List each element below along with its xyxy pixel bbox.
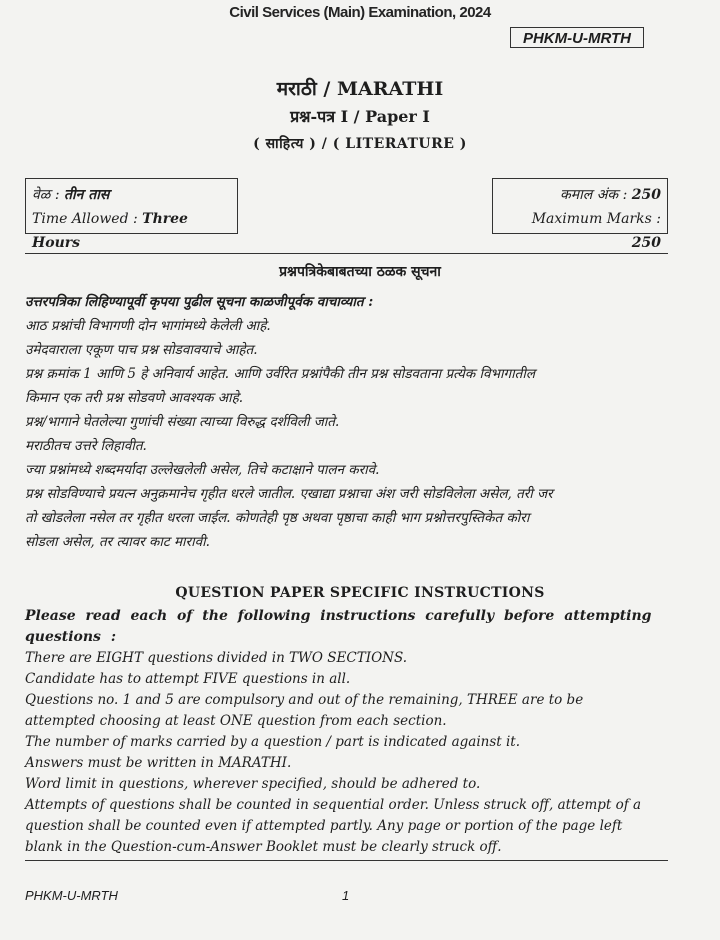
marks-marathi-value: 250 bbox=[631, 187, 661, 203]
marathi-instruction-line: आठ प्रश्नांची विभागणी दोन भागांमध्ये केलेली आहे. bbox=[25, 318, 271, 334]
marathi-instruction-line: सोडला असेल, तर त्यावर काट मारावी. bbox=[25, 534, 210, 550]
english-instruction-line: question shall be counted even if attempted partly. Any page or portion of the page left bbox=[25, 818, 623, 834]
marathi-instruction-line: प्रश्न क्रमांक 1 आणि 5 हे अनिवार्य आहेत. आणि उर्वरित प्रश्नांपैकी तीन प्रश्न सोडवताना प्रत्येक विभागातील bbox=[25, 366, 535, 382]
english-lead-line: questions : bbox=[25, 629, 116, 645]
marks-english-value: 250 bbox=[631, 235, 661, 251]
title-block bbox=[0, 74, 720, 158]
paper-code-box: PHKM-U-MRTH bbox=[510, 27, 644, 48]
marathi-instruction-line: उमेदवाराला एकूण पाच प्रश्न सोडवावयाचे आहेत. bbox=[25, 342, 258, 358]
divider-bottom bbox=[25, 860, 668, 861]
english-instructions bbox=[25, 606, 670, 858]
english-instruction-line: Word limit in questions, wherever specified, should be adhered to. bbox=[25, 776, 481, 792]
time-english-label: Time Allowed : bbox=[32, 211, 143, 227]
subject-title: मराठी / MARATHI bbox=[276, 78, 444, 100]
time-english-value: Three Hours bbox=[32, 211, 188, 251]
paper-title: प्रश्न-पत्र I / Paper I bbox=[290, 107, 430, 126]
marathi-instruction-line: तो खोडलेला नसेल तर गृहीत धरला जाईल. कोणतेही पृष्ठ अथवा पृष्ठाचा काही भाग प्रश्नोत्तरपुस्तिकेत कोरा bbox=[25, 510, 530, 526]
marks-marathi-label: कमाल अंक : bbox=[560, 187, 632, 203]
marathi-instruction-line: ज्या प्रश्नांमध्ये शब्दमर्यादा उल्लेखलेली असेल, तिचे कटाक्षाने पालन करावे. bbox=[25, 462, 380, 478]
english-instruction-line: Candidate has to attempt FIVE questions in all. bbox=[25, 671, 351, 687]
english-instruction-line: attempted choosing at least ONE question from each section. bbox=[25, 713, 447, 729]
exam-title: Civil Services (Main) Examination, 2024 bbox=[229, 4, 491, 21]
time-marathi-value: तीन तास bbox=[64, 187, 110, 203]
marathi-instructions bbox=[25, 290, 670, 554]
marathi-instruction-line: उत्तरपत्रिका लिहिण्यापूर्वी कृपया पुढील सूचना काळजीपूर्वक वाचाव्यात : bbox=[25, 294, 374, 310]
english-instruction-line: Answers must be written in MARATHI. bbox=[25, 755, 292, 771]
english-instruction-line: There are EIGHT questions divided in TWO SECTIONS. bbox=[25, 650, 408, 666]
time-marathi bbox=[32, 183, 231, 207]
time-allowed-box bbox=[25, 178, 238, 251]
footer-paper-code: PHKM-U-MRTH bbox=[25, 888, 118, 903]
marathi-instruction-line: प्रश्न सोडविण्याचे प्रयत्न अनुक्रमानेच गृहीत धरले जातील. एखाद्या प्रश्नाचा अंश जरी सोडविलेला असेल, तरी जर bbox=[25, 486, 553, 502]
english-instructions-heading: QUESTION PAPER SPECIFIC INSTRUCTIONS bbox=[175, 585, 545, 601]
english-lead-line: Please read each of the following instructions carefully before attempting bbox=[25, 608, 652, 624]
marathi-instructions-heading: प्रश्नपत्रिकेबाबतच्या ठळक सूचना bbox=[279, 264, 441, 280]
english-instruction-line: Attempts of questions shall be counted in sequential order. Unless struck off, attempt of a bbox=[25, 797, 642, 813]
marathi-instruction-line: प्रश्न/भागाने घेतलेल्या गुणांची संख्या त्याच्या विरुद्ध दर्शविली जाते. bbox=[25, 414, 340, 430]
marks-english bbox=[499, 207, 661, 255]
english-instruction-line: blank in the Question-cum-Answer Booklet must be clearly struck off. bbox=[25, 839, 502, 855]
page-number: 1 bbox=[342, 888, 350, 903]
marks-english-label: Maximum Marks : bbox=[531, 211, 661, 227]
time-english bbox=[32, 207, 231, 255]
marathi-instruction-line: मराठीतच उत्तरे लिहावीत. bbox=[25, 438, 147, 454]
marathi-instruction-line: किमान एक तरी प्रश्न सोडवणे आवश्यक आहे. bbox=[25, 390, 244, 406]
divider-top bbox=[25, 253, 668, 254]
english-instruction-line: The number of marks carried by a question / part is indicated against it. bbox=[25, 734, 521, 750]
time-marathi-label: वेळ : bbox=[32, 187, 65, 203]
section-title: ( साहित्य ) / ( LITERATURE ) bbox=[253, 136, 467, 152]
marks-marathi bbox=[499, 183, 661, 207]
english-instruction-line: Questions no. 1 and 5 are compulsory and out of the remaining, THREE are to be bbox=[25, 692, 584, 708]
maximum-marks-box bbox=[492, 178, 668, 251]
